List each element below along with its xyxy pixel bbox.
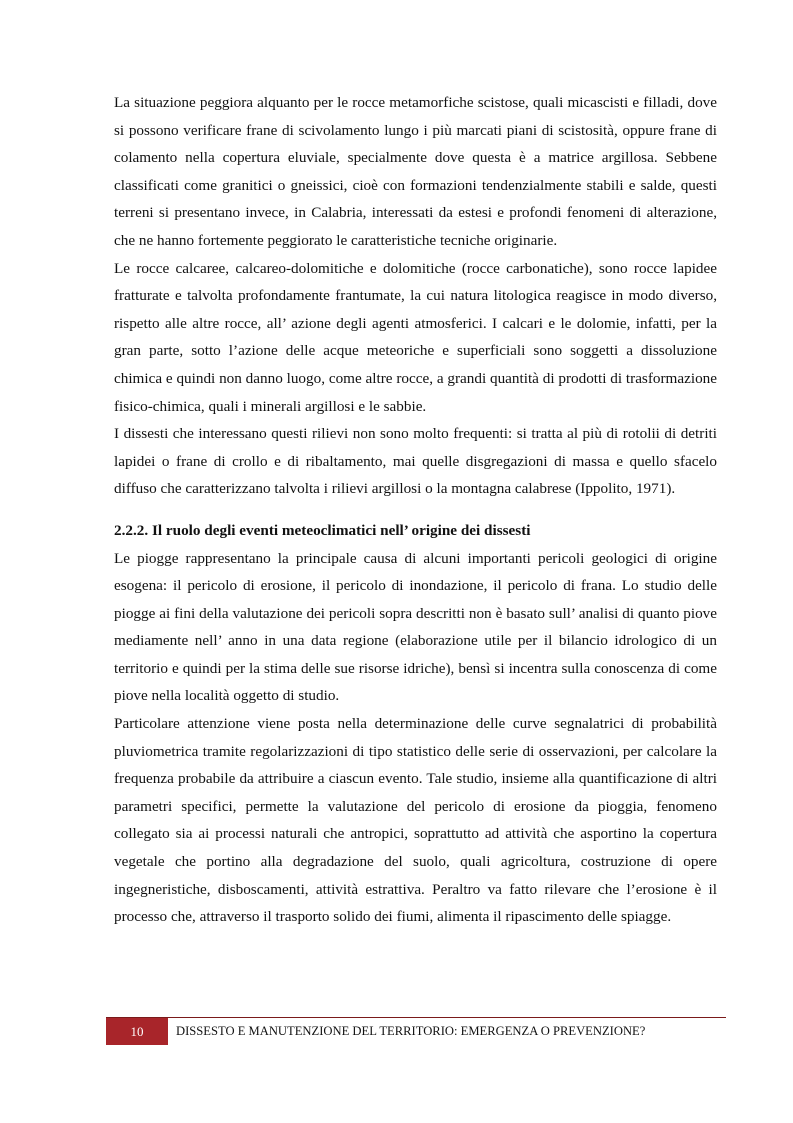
running-footer-title: DISSESTO E MANUTENZIONE DEL TERRITORIO: EMERGENZA O PREVENZIONE? bbox=[176, 1024, 646, 1038]
page-number: 10 bbox=[106, 1018, 168, 1045]
section-paragraph: Le piogge rappresentano la principale causa di alcuni importanti pericoli geologici di origine esogena: il pericolo di erosione, il pericolo di inondazione, il pericolo di frana. Lo studio delle piogge ai fini della valutazione dei pericoli sopra descritti non è basato sull’ analisi di quanto piove mediamente nell’ anno in una data regione (elaborazione utile per il bilancio idrologico di un territorio e quindi per la stima delle sue risorse idriche), bensì si incentra sulla conoscenza di come piove nella località oggetto di studio. bbox=[114, 549, 717, 705]
page-content bbox=[114, 89, 717, 931]
body-paragraph: Le rocce calcaree, calcareo-dolomitiche e dolomitiche (rocce carbonatiche), sono rocce lapidee fratturate e talvolta profondamente frantumate, la cui natura litologica reagisce in modo diverso, rispetto alle altre rocce, all’ azione degli agenti atmosferici. I calcari e le dolomie, infatti, per la gran parte, sotto l’azione delle acque meteoriche e superficiali sono soggetti a dissoluzione chimica e quindi non danno luogo, come altre rocce, a grandi quantità di prodotti di trasformazione fisico-chimica, quali i minerali argillosi e le sabbie. bbox=[114, 259, 717, 415]
body-paragraph: I dissesti che interessano questi rilievi non sono molto frequenti: si tratta al più di rotolii di detriti lapidei o frane di crollo e di ribaltamento, mai quelle disgregazioni di massa e quello sfacelo diffuso che caratterizzano talvolta i rilievi argillosi o la montagna calabrese (Ippolito, 1971). bbox=[114, 425, 717, 498]
body-paragraph: La situazione peggiora alquanto per le rocce metamorfiche scistose, quali micascisti e filladi, dove si possono verificare frane di scivolamento lungo i più marcati piani di scistosità, oppure frane di colamento nella copertura eluviale, specialmente dove questa è a matrice argillosa. Sebbene classificati come granitici o gneissici, cioè con formazioni tendenzialmente stabili e salde, questi terreni si presentano invece, in Calabria, interessati da estesi e profondi fenomeni di alterazione, che ne hanno fortemente peggiorato le caratteristiche tecniche originarie. bbox=[114, 94, 717, 249]
section-heading: 2.2.2. Il ruolo degli eventi meteoclimatici nell’ origine dei dissesti bbox=[114, 521, 531, 539]
section-paragraph: Particolare attenzione viene posta nella determinazione delle curve segnalatrici di probabilità pluviometrica tramite regolarizzazioni di tipo statistico delle serie di osservazioni, per calcolare la frequenza probabile da attribuire a ciascun evento. Tale studio, insieme alla quantificazione di altri parametri specifici, permette la valutazione del pericolo di erosione da pioggia, fenomeno collegato sia ai processi naturali che antropici, soprattutto ad attività che asportino la copertura vegetale che portino alla degradazione del suolo, quali agricoltura, costruzione di opere ingegneristiche, disboscamenti, attività estrattiva. Peraltro va fatto rilevare che l’erosione è il processo che, attraverso il trasporto solido dei fiumi, alimenta il ripascimento delle spiagge. bbox=[114, 715, 717, 926]
